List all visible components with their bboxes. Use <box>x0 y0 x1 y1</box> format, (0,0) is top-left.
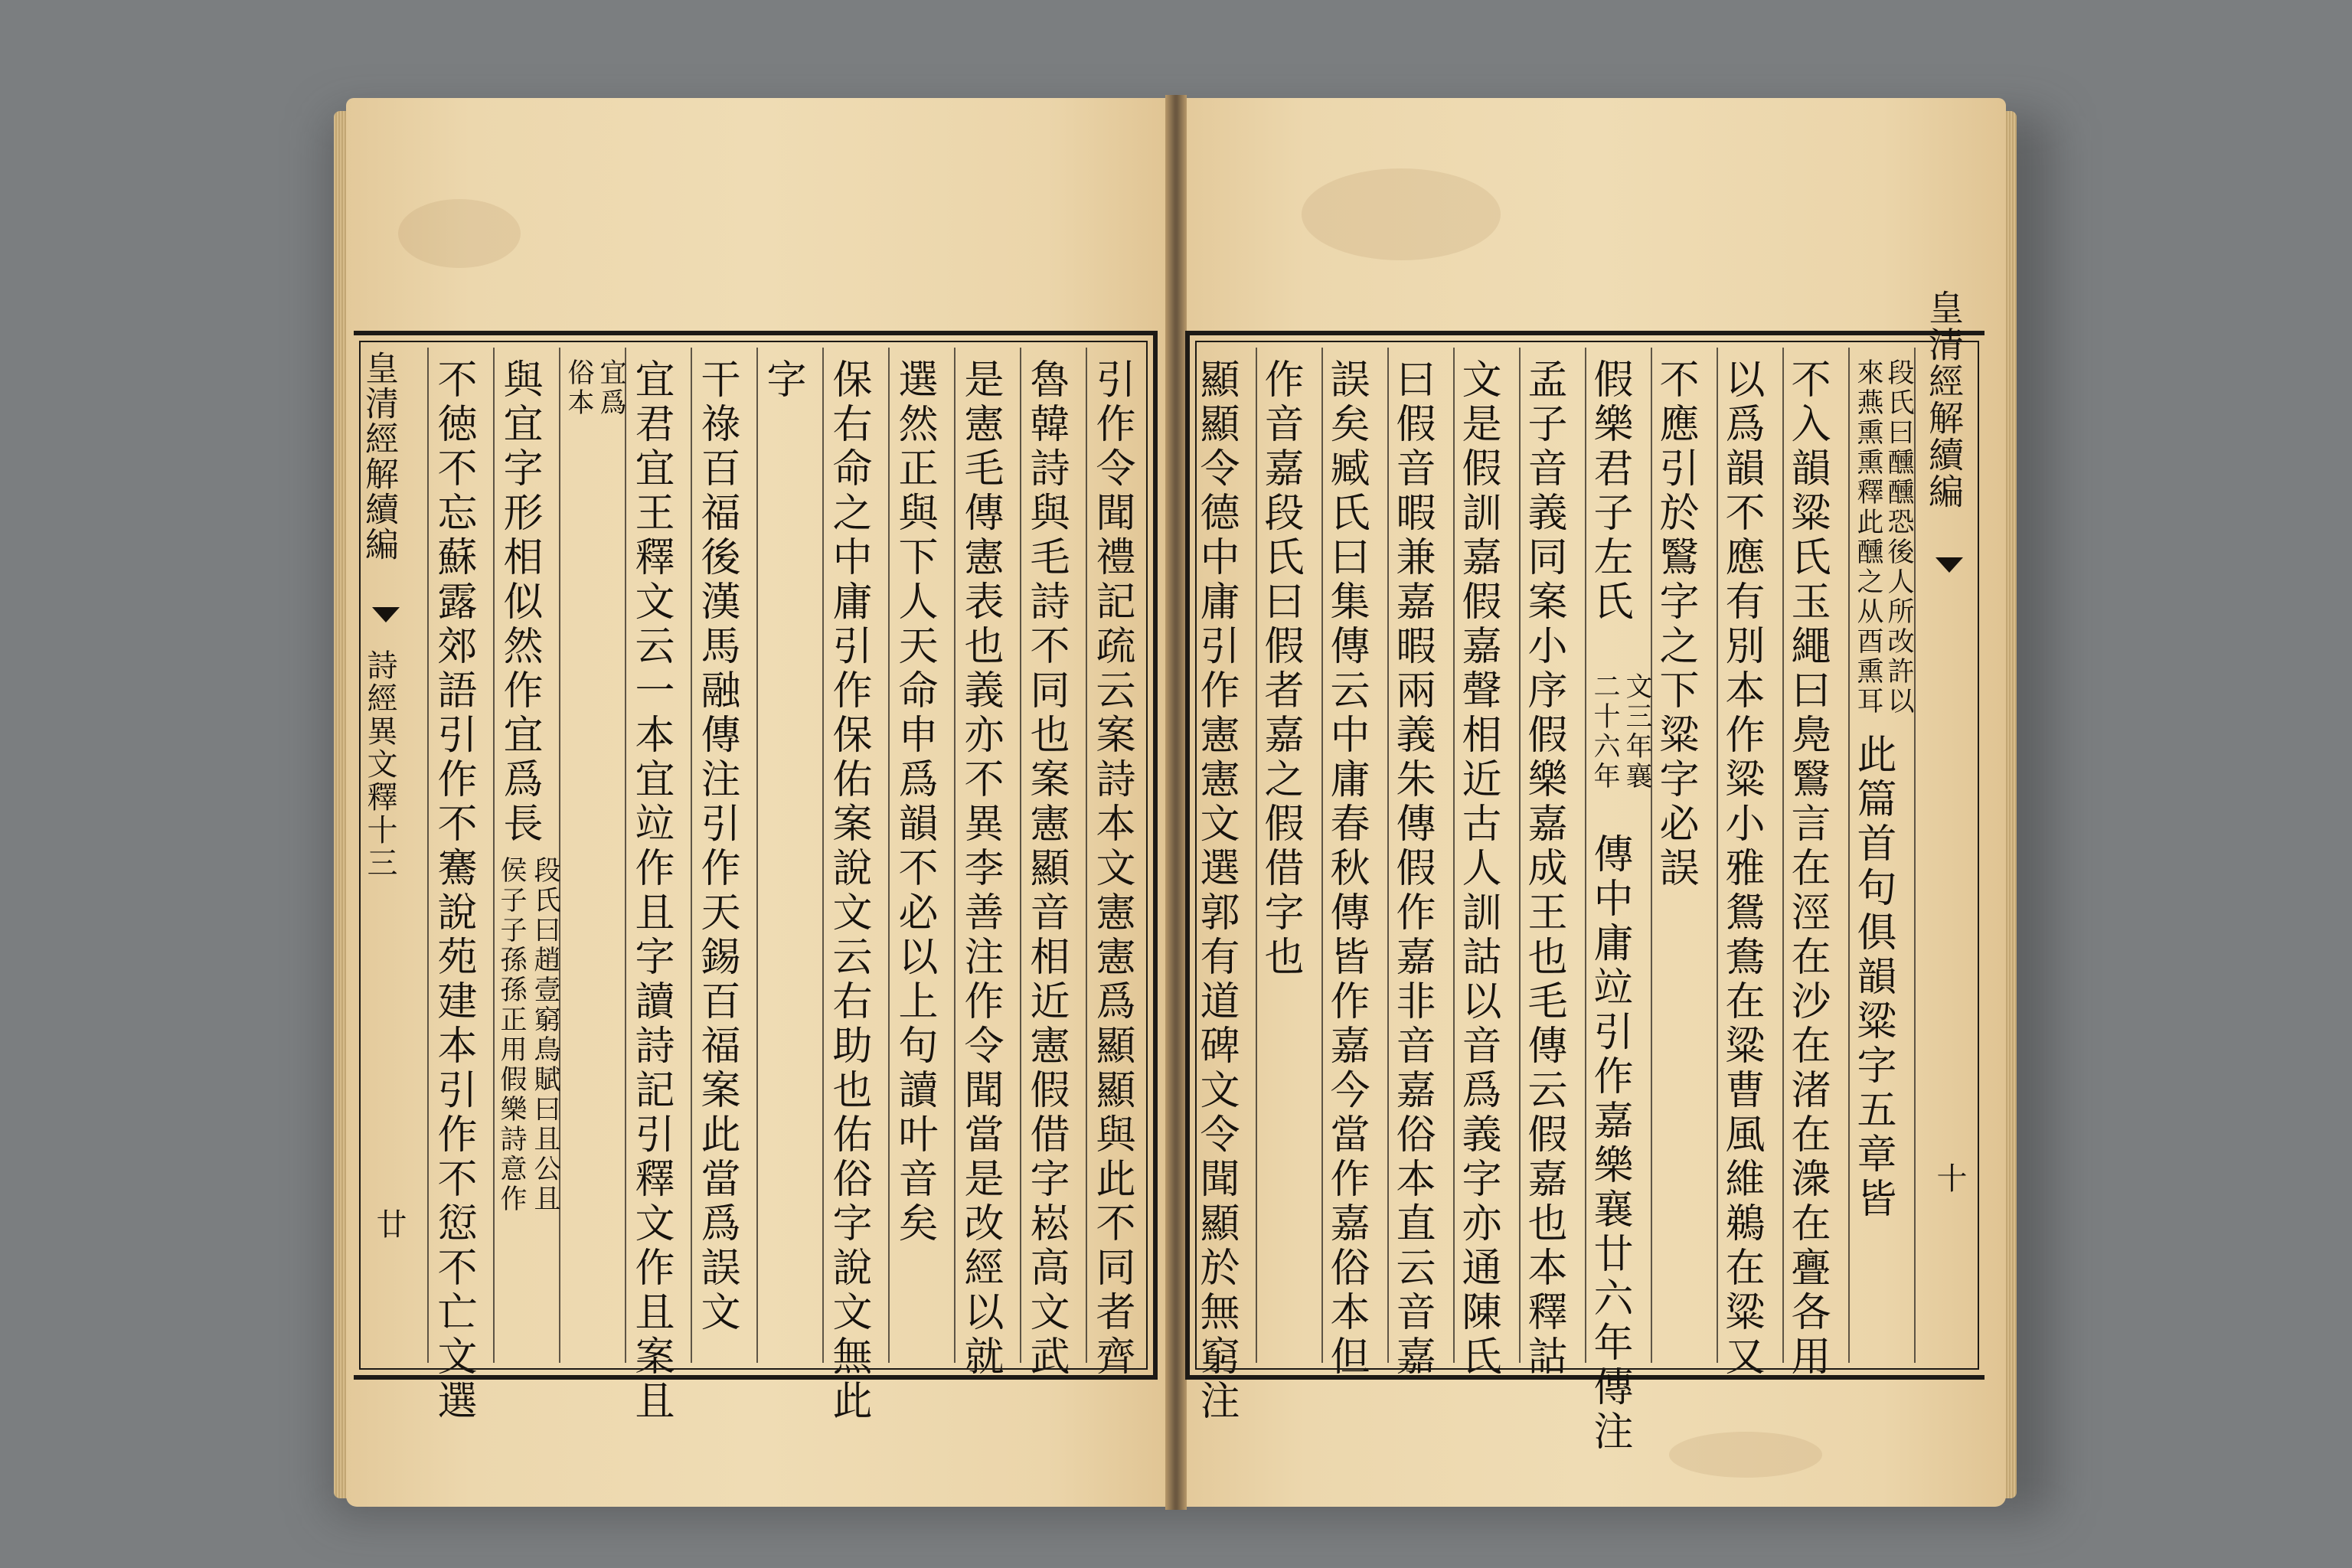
annotation-column: 侯子子孫孫正用假樂詩意作 <box>496 856 527 1214</box>
column-rule <box>1086 348 1087 1363</box>
annotation-column: 二十六年 <box>1589 672 1620 792</box>
text-column: 不入韻粱氏玉繩曰鳧鷖言在涇在沙在渚在潨在亹各用 <box>1784 358 1830 1380</box>
column-rule <box>1321 348 1323 1363</box>
text-column: 此篇首句俱韻粱字五章皆 <box>1850 733 1896 1222</box>
column-rule <box>559 348 560 1363</box>
text-column: 不應引於鷖字之下粱字必誤 <box>1652 358 1698 891</box>
text-column: 字 <box>760 358 805 403</box>
paper-stain <box>1302 168 1501 260</box>
text-column: 曰假音暇兼嘉暇兩義朱傳假作嘉非音嘉俗本直云音嘉 <box>1389 358 1435 1380</box>
left-text-frame <box>354 331 1158 1424</box>
book-gutter <box>1165 95 1187 1510</box>
column-rule <box>691 348 692 1363</box>
text-column: 傳中庸竝引作嘉樂襄廿六年傳注 <box>1586 833 1632 1455</box>
text-column: 不徳不忘蘇露郊語引作不騫說苑建本引作不愆不亡文選 <box>430 358 476 1424</box>
column-rule <box>1585 348 1586 1363</box>
column-rule <box>954 348 956 1363</box>
text-column: 是憲毛傳憲表也義亦不異李善注作令聞當是改經以就 <box>957 358 1003 1380</box>
column-rule <box>1651 348 1652 1363</box>
annotation-column: 文三年襄 <box>1622 672 1652 792</box>
text-column: 以爲韻不應有別本作粱小雅鴛鴦在粱曹風維鵜在粱又 <box>1718 358 1764 1380</box>
annotation-column: 宜爲 <box>596 358 626 418</box>
folio-title: 皇清經解續編 <box>359 351 398 562</box>
column-rule <box>1717 348 1718 1363</box>
folio-page-number: 廿 <box>371 1208 407 1239</box>
paper-stain <box>1669 1432 1822 1478</box>
text-column: 保右命之中庸引作保佑案說文云右助也佑俗字說文無此 <box>825 358 871 1424</box>
folio-page-number: 十 <box>1932 1162 1967 1193</box>
text-column: 與宜字形相似然作宜爲長 <box>496 358 542 847</box>
column-rule <box>625 348 626 1363</box>
annotation-column: 來燕熏熏釋此醺之从酉熏耳 <box>1853 358 1883 717</box>
fish-tail-mark <box>372 607 400 622</box>
text-column: 文是假訓嘉假嘉聲相近古人訓詁以音爲義字亦通陳氏 <box>1455 358 1501 1380</box>
annotation-column: 段氏曰趙壹窮鳥賦曰且公且 <box>530 856 560 1214</box>
text-column: 魯韓詩與毛詩不同也案憲顯音相近憲假借字崧高文武 <box>1023 358 1069 1380</box>
text-column: 干祿百福後漢馬融傳注引作天錫百福案此當爲誤文 <box>694 358 740 1335</box>
text-column: 宜君宜王釋文云一本宜竝作且字讀詩記引釋文作且案且 <box>628 358 674 1424</box>
column-rule <box>888 348 890 1363</box>
annotation-column: 俗本 <box>564 358 594 418</box>
right-text-frame <box>1185 289 1984 1455</box>
column-rule <box>1020 348 1021 1363</box>
text-column: 作音嘉段氏曰假者嘉之假借字也 <box>1257 358 1303 980</box>
column-rule <box>1256 348 1257 1363</box>
column-rule <box>822 348 824 1363</box>
column-rule <box>1848 348 1850 1363</box>
text-column: 假樂君子左氏 <box>1586 358 1632 625</box>
folio-title: 皇清經解續編 <box>1923 289 1965 510</box>
column-rule <box>1453 348 1455 1363</box>
column-rule <box>1387 348 1389 1363</box>
column-rule <box>493 348 495 1363</box>
column-rule <box>1782 348 1784 1363</box>
folio-section: 詩經異文釋十三 <box>362 649 397 880</box>
text-column: 引作令聞禮記疏云案詩本文憲憲爲顯顯與此不同者齊 <box>1089 358 1135 1380</box>
text-column: 孟子音義同案小序假樂嘉成王也毛傳云假嘉也本釋詁 <box>1521 358 1566 1380</box>
column-rule <box>1914 348 1916 1363</box>
fish-tail-mark <box>1936 557 1963 573</box>
column-rule <box>756 348 758 1363</box>
annotation-column: 段氏曰醺醺恐後人所改許以 <box>1883 358 1914 717</box>
column-rule <box>427 348 429 1363</box>
column-rule <box>1519 348 1521 1363</box>
paper-stain <box>398 199 521 268</box>
text-column: 顯顯令德中庸引作憲憲文選郭有道碑文令聞顯於無窮注 <box>1193 358 1239 1424</box>
text-column: 誤矣臧氏曰集傳云中庸春秋傳皆作嘉今當作嘉俗本但 <box>1323 358 1369 1380</box>
text-column: 選然正與下人天命申爲韻不必以上句讀叶音矣 <box>891 358 937 1246</box>
